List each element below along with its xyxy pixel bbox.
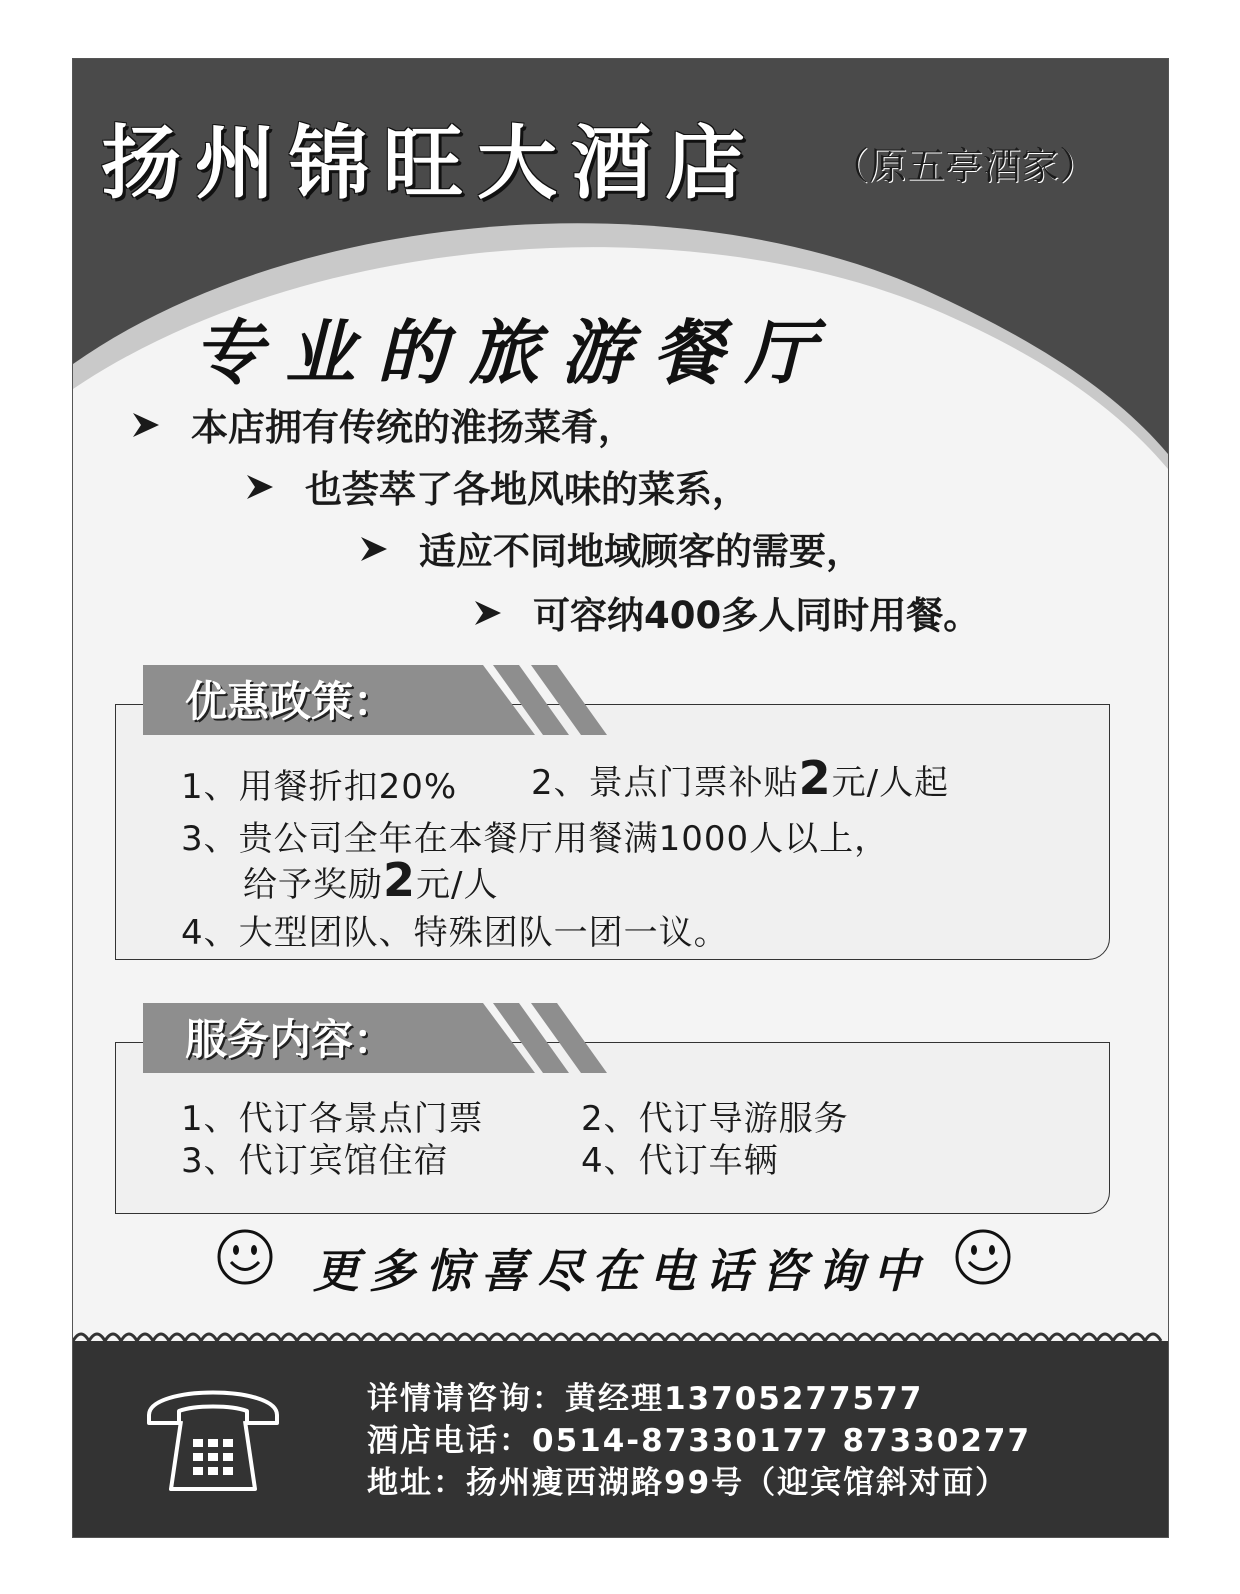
feature-item <box>359 521 863 575</box>
contact-address: 地址：扬州瘦西湖路99号（迎宾馆斜对面） <box>367 1465 1009 1501</box>
contact-phone: 酒店电话：0514-87330177 87330277 <box>367 1423 1032 1459</box>
feature-text: 适应不同地域顾客的需要， <box>419 530 863 573</box>
hotel-subtitle: （原五亭酒家） <box>831 144 1098 188</box>
discount-item: 给予奖励2元/人 <box>243 853 499 907</box>
slogan: 专业的旅游餐厅 <box>193 311 837 394</box>
smiley-icon <box>953 1227 1013 1287</box>
decorative-border <box>73 1325 1168 1351</box>
service-item: 3、代订宾馆住宿 <box>181 1141 449 1181</box>
contact-manager: 详情请咨询：黄经理13705277577 <box>367 1381 924 1417</box>
arrow-bullet-icon <box>473 598 503 628</box>
discount-item: 3、贵公司全年在本餐厅用餐满1000人以上， <box>181 819 890 859</box>
discount-item: 2、景点门票补贴2元/人起 <box>531 751 950 805</box>
discount-item: 4、大型团队、特殊团队一团一议。 <box>181 913 729 953</box>
smiley-icon <box>215 1227 275 1287</box>
service-item: 4、代订车辆 <box>581 1141 779 1181</box>
service-item: 2、代订导游服务 <box>581 1099 849 1139</box>
service-item: 1、代订各景点门票 <box>181 1099 484 1139</box>
arrow-bullet-icon <box>359 534 389 564</box>
feature-item <box>245 459 749 513</box>
feature-item <box>131 397 635 451</box>
feature-item <box>473 585 980 639</box>
flyer <box>72 58 1169 1538</box>
feature-text: 可容纳400多人同时用餐。 <box>533 594 981 637</box>
services-title: 服务内容： <box>185 1015 396 1064</box>
discount-title: 优惠政策： <box>185 677 396 726</box>
telephone-icon <box>141 1371 285 1495</box>
feature-text: 本店拥有传统的淮扬菜肴， <box>191 406 635 449</box>
hotel-title: 扬州锦旺大酒店 <box>101 116 759 210</box>
more-info: 更多惊喜尽在电话咨询中 <box>313 1244 929 1298</box>
feature-text: 也荟萃了各地风味的菜系， <box>305 468 749 511</box>
arrow-bullet-icon <box>131 410 161 440</box>
discount-item: 1、用餐折扣20% <box>181 767 458 807</box>
arrow-bullet-icon <box>245 472 275 502</box>
